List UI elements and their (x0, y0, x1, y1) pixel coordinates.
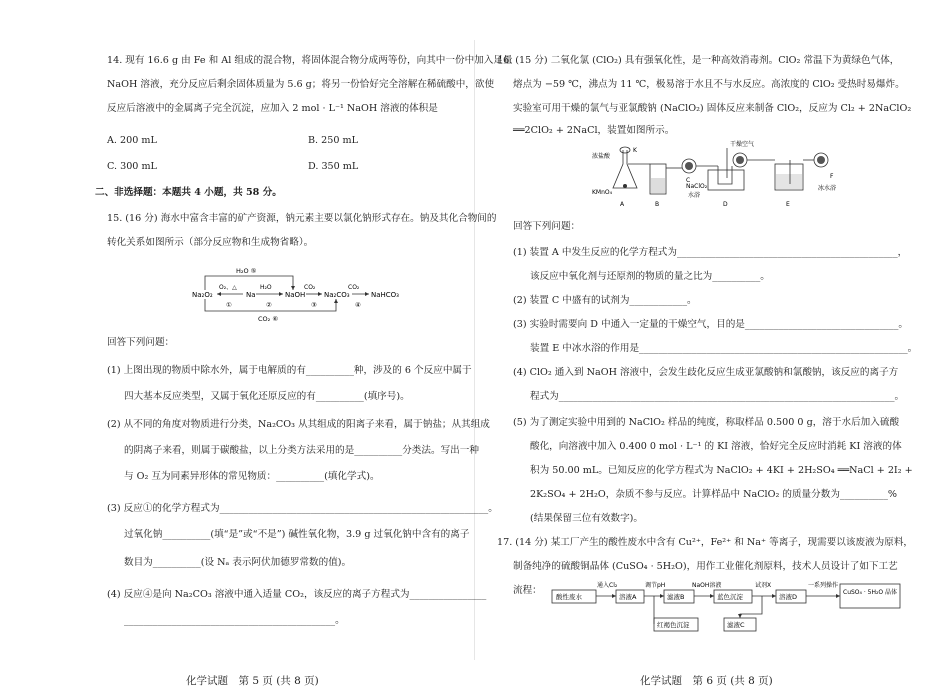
species-na: Na (246, 291, 256, 299)
flow-box-filtrate-b: 滤液B (667, 593, 685, 601)
flow-box-red-brown-precipitate: 红褐色沉淀 (657, 621, 690, 629)
q16-part-5-line-1: (5) 为了测定实验中用到的 NaClO₂ 样品的纯度，称取样品 0.500 0 g，溶于水后加入硫酸 (513, 417, 900, 428)
diagram-label-h2o: H₂O (260, 284, 272, 291)
q14-line-3: 反应后溶液中的金属离子完全沉淀，应加入 2 mol · L⁻¹ NaOH 溶液的体积是 (107, 103, 438, 114)
q16-part-5-line-4: 2K₂SO₄ + 2H₂O，杂质不参与反应。计算样品中 NaClO₂ 的质量分数为__________% (530, 489, 898, 500)
flow-box-solution-a: 溶液A (619, 593, 637, 601)
apparatus-drawing (613, 147, 828, 194)
apparatus-label-a: A (620, 201, 625, 208)
flow-label-ph: 调节pH (645, 582, 666, 589)
apparatus-label-dry-air: 干燥空气 (730, 141, 755, 148)
q14-option-d: D. 350 mL (308, 161, 359, 172)
flow-label-reagent-x: 试剂X (755, 582, 772, 589)
flow-box-filtrate-c: 滤液C (727, 621, 745, 629)
diagram-label-co2-b: CO₂ (348, 284, 360, 291)
apparatus-label-k: K (633, 147, 637, 154)
apparatus-label-e: E (786, 201, 790, 208)
q16-part-1-line-2: 该反应中氧化剂与还原剂的物质的量之比为__________。 (530, 271, 770, 282)
flow-box-crystal: CuSO₄ · 5H₂O 晶体 (843, 589, 898, 596)
q16-answer-intro: 回答下列问题： (513, 221, 581, 232)
apparatus-label-d: D (723, 201, 728, 208)
q16-part-2: (2) 装置 C 中盛有的试剂为____________。 (513, 295, 697, 306)
section-2-heading: 二、非选择题：本题共 4 小题，共 58 分。 (95, 187, 282, 198)
q16-part-1-line-1: (1) 装置 A 中发生反应的化学方程式为______________________________________________， (513, 247, 908, 258)
q15-part-2-line-2: 的阴离子来看，则属于碳酸盐，以上分类方法采用的是__________分类法。写出一种 (124, 445, 479, 456)
species-nahco3: NaHCO₃ (371, 291, 399, 299)
q17-line-1: 17. (14 分) 某工厂产生的酸性废水中含有 Cu²⁺，Fe²⁺ 和 Na⁺ 等离子，现需要以该废液为原料， (497, 537, 914, 548)
q15-part-3-line-1: (3) 反应①的化学方程式为________________________________________________________。 (107, 503, 498, 514)
q14-option-c: C. 300 mL (107, 161, 157, 172)
apparatus-label-c: C (686, 177, 691, 184)
diagram-label-4: ④ (355, 301, 361, 309)
q16-line-4: ══2ClO₂ + 2NaCl，装置如图所示。 (513, 125, 675, 136)
diagram-label-co2-6: CO₂ ⑥ (258, 315, 279, 323)
apparatus-label-naclo2: NaClO₂ (686, 183, 708, 190)
q15-part-2-line-1: (2) 从不同的角度对物质进行分类，Na₂CO₃ 从其组成的阳离子来看，属于钠盐；从其组成 (107, 419, 490, 430)
process-flow-diagram (550, 574, 920, 646)
sodium-conversion-diagram (190, 262, 410, 324)
q15-part-3-line-2: 过氧化钠__________(填“是”或“不是”) 碱性氧化物，3.9 g 过氧化钠中含有的离子 (124, 529, 470, 540)
flow-label-naoh: NaOH溶液 (692, 582, 722, 589)
q16-line-1: 16. (15 分) 二氧化氯 (ClO₂) 具有强氧化性，是一种高效消毒剂。ClO₂ 常温下为黄绿色气体， (497, 55, 900, 66)
diagram-label-3: ③ (311, 301, 317, 309)
apparatus-label-water-bath: 水浴 (688, 192, 701, 199)
q15-answer-intro: 回答下列问题： (107, 337, 175, 348)
apparatus-label-hcl: 浓盐酸 (592, 153, 611, 160)
flow-label-operations: 一系列操作 (808, 582, 839, 589)
diagram-label-co2-a: CO₂ (304, 284, 316, 291)
q15-part-1-line-1: (1) 上图出现的物质中除水外，属于电解质的有__________种，涉及的 6 个反应中属于 (107, 365, 472, 376)
q16-part-4-line-1: (4) ClO₂ 通入到 NaOH 溶液中，会发生歧化反应生成亚氯酸钠和氯酸钠，该反应的离子方 (513, 367, 899, 378)
page-divider (474, 40, 475, 660)
q14-line-2: NaOH 溶液，充分反应后剩余固体质量为 5.6 g；将另一份恰好完全溶解在稀硫酸中，欲使 (107, 79, 495, 90)
q15-part-1-line-2: 四大基本反应类型，又属于氧化还原反应的有__________(填序号)。 (124, 391, 410, 402)
species-naoh: NaOH (285, 291, 306, 299)
species-na2o2: Na₂O₂ (192, 291, 213, 299)
apparatus-label-ice-bath: 冰水浴 (818, 185, 837, 192)
q15-line-2: 转化关系如图所示（部分反应物和生成物省略）。 (107, 237, 314, 248)
q15-part-4-line-2: ____________________________________________。 (124, 615, 345, 626)
q16-part-5-line-2: 酸化，向溶液中加入 0.400 0 mol · L⁻¹ 的 KI 溶液，恰好完全反应时消耗 KI 溶液的体 (530, 441, 902, 452)
diagram-label-h2o-5: H₂O ⑤ (236, 267, 257, 275)
apparatus-label-b: B (655, 201, 660, 208)
clo2-apparatus-diagram (590, 138, 855, 218)
q15-line-1: 15. (16 分) 海水中富含丰富的矿产资源，钠元素主要以氯化钠形式存在。钠及其化合物间的 (107, 213, 497, 224)
right-page-footer: 化学试题 第 6 页 (共 8 页) (640, 674, 773, 687)
diagram-label-2: ② (266, 301, 272, 309)
flow-box-wastewater: 酸性废水 (556, 593, 582, 601)
q16-part-3-line-1: (3) 实验时需要向 D 中通入一定量的干燥空气，目的是________________________________。 (513, 319, 908, 330)
left-page-footer: 化学试题 第 5 页 (共 8 页) (186, 674, 319, 687)
q14-option-b: B. 250 mL (308, 135, 358, 146)
flow-box-blue-precipitate: 蓝色沉淀 (717, 593, 743, 601)
flow-label-cl2: 通入Cl₂ (597, 582, 618, 589)
q15-part-4-line-1: (4) 反应④是向 Na₂CO₃ 溶液中通入适量 CO₂，该反应的离子方程式为________________ (107, 589, 487, 600)
q14-option-a: A. 200 mL (107, 135, 157, 146)
q16-part-5-line-3: 积为 50.00 mL。已知反应的化学方程式为 NaClO₂ + 4KI + 2H₂SO₄ ══NaCl + 2I₂ + (530, 465, 913, 476)
q17-line-3: 流程： (513, 585, 542, 596)
q17-line-2: 制备纯净的硫酸铜晶体 (CuSO₄ · 5H₂O)，用作工业催化剂原料，技术人员设计了如下工艺 (513, 561, 898, 572)
flow-box-solution-d: 溶液D (779, 593, 798, 601)
q14-line-1: 14. 现有 16.6 g 由 Fe 和 Al 组成的混合物，将固体混合物分成两等份，向其中一份中加入足量 (107, 55, 513, 66)
q15-part-2-line-3: 与 O₂ 互为同素异形体的常见物质：__________(填化学式)。 (124, 471, 380, 482)
diagram-label-o2: O₂、△ (219, 284, 237, 291)
q16-part-4-line-2: 程式为______________________________________________________________________。 (530, 391, 905, 402)
species-na2co3: Na₂CO₃ (324, 291, 350, 299)
diagram-label-1: ① (226, 301, 232, 309)
q16-part-3-line-2: 装置 E 中冰水浴的作用是________________________________________________________。 (530, 343, 918, 354)
q16-line-2: 熔点为 −59 ℃，沸点为 11 ℃，极易溶于水且不与水反应。高浓度的 ClO₂ 受热时易爆炸。 (513, 79, 905, 90)
q16-line-3: 实验室可用干燥的氯气与亚氯酸钠 (NaClO₂) 固体反应来制备 ClO₂，反应为 Cl₂ + 2NaClO₂ (513, 103, 912, 114)
q16-part-5-line-5: (结果保留三位有效数字)。 (530, 513, 644, 524)
q15-part-3-line-3: 数目为__________(设 Nₐ 表示阿伏加德罗常数的值)。 (124, 557, 352, 568)
apparatus-label-f: F (830, 173, 834, 180)
apparatus-label-kmno4: KMnO₄ (592, 189, 613, 196)
